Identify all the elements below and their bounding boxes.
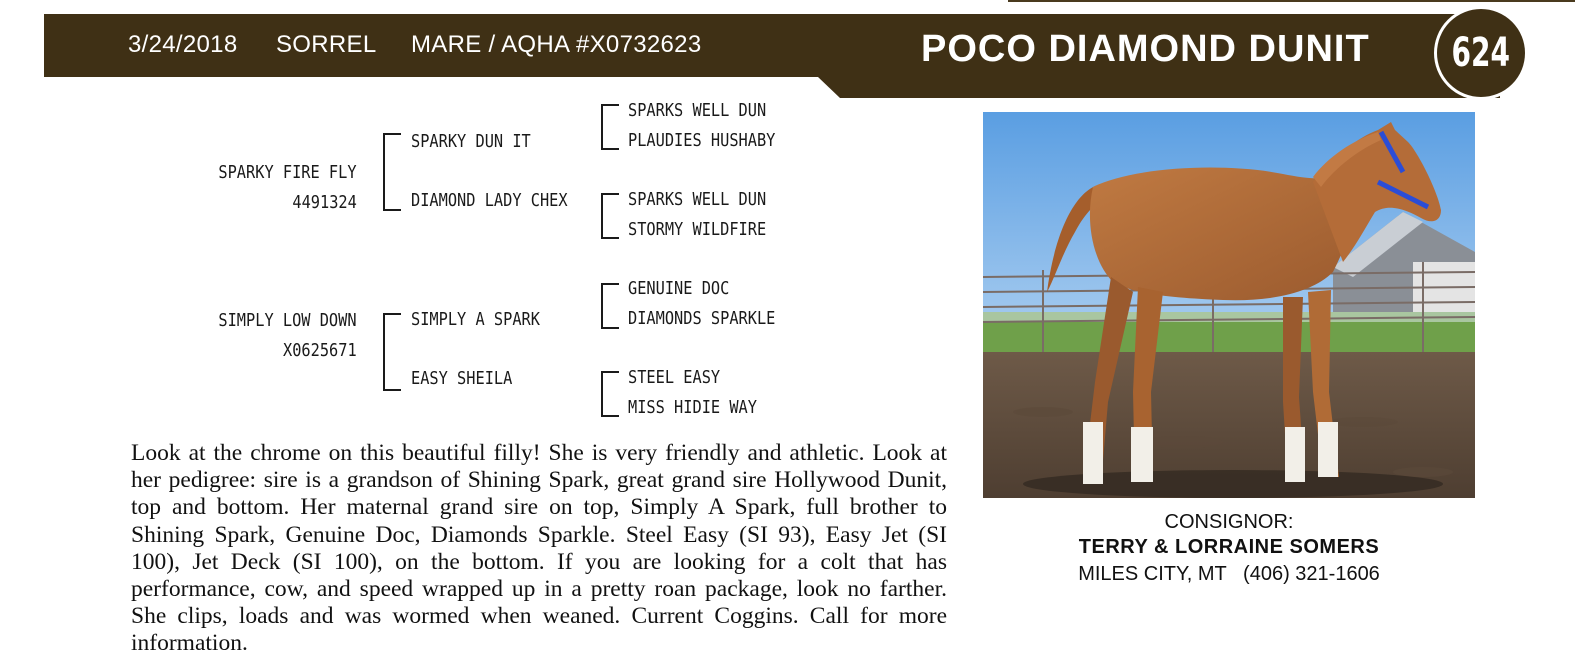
horse-photo: [983, 112, 1475, 498]
sire-sire-bracket: [601, 104, 619, 150]
sire-sire: SPARKY DUN IT: [411, 131, 531, 152]
consignor-name: TERRY & LORRAINE SOMERS: [1078, 536, 1380, 558]
dam-bracket: [383, 313, 401, 391]
dam-sire-bracket: [601, 283, 619, 329]
dam-reg: X0625671: [283, 340, 357, 361]
foal-date: 3/24/2018: [128, 31, 238, 58]
sex-registry: MARE / AQHA #X0732623: [411, 31, 702, 58]
horse-color: SORREL: [276, 31, 377, 58]
sire-dam-dam: STORMY WILDFIRE: [628, 219, 767, 240]
dam-sire-sire: GENUINE DOC: [628, 278, 730, 299]
dam-dam-sire: STEEL EASY: [628, 367, 721, 388]
consignor-address: MILES CITY, MT (406) 321-1606: [1078, 563, 1380, 585]
sire-reg: 4491324: [292, 192, 357, 213]
consignor-label: CONSIGNOR:: [1164, 511, 1294, 533]
horse-name: POCO DIAMOND DUNIT: [921, 28, 1370, 70]
dam-dam: EASY SHEILA: [411, 368, 513, 389]
dam-dam-dam: MISS HIDIE WAY: [628, 397, 757, 418]
sire-sire-dam: PLAUDIES HUSHABY: [628, 130, 776, 151]
horse-description: Look at the chrome on this beautiful filly! She is very friendly and athletic. Look at her pedigree: sire is a grandson of Shining Spark, great grand sire Hollywood Dunit, top and bottom. Her maternal grand sire on top, Simply A Spark, full brother to Shining Spark, Genuine Doc, Diamonds Sparkle. Steel Easy (SI 93), Easy Jet (SI 100), Jet Deck (SI 100), on the bottom. If you are looking for a colt that has performance, cow, and speed wrapped up in a pretty roan package, look no farther. She clips, loads and was wormed when weaned. Current Coggins. Call for more information.: [131, 440, 947, 657]
dam-name: SIMPLY LOW DOWN: [218, 310, 357, 331]
top-rule: [1008, 0, 1575, 2]
sire-sire-sire: SPARKS WELL DUN: [628, 100, 767, 121]
sire-bracket: [383, 133, 401, 211]
sire-dam-bracket: [601, 193, 619, 239]
lot-badge: [1434, 6, 1528, 100]
sire-dam: DIAMOND LADY CHEX: [411, 190, 568, 211]
dam-sire: SIMPLY A SPARK: [411, 309, 540, 330]
dam-dam-bracket: [601, 371, 619, 417]
dam-sire-dam: DIAMONDS SPARKLE: [628, 308, 776, 329]
sire-dam-sire: SPARKS WELL DUN: [628, 189, 767, 210]
sire-name: SPARKY FIRE FLY: [218, 162, 357, 183]
lot-number: 624: [1451, 30, 1511, 76]
